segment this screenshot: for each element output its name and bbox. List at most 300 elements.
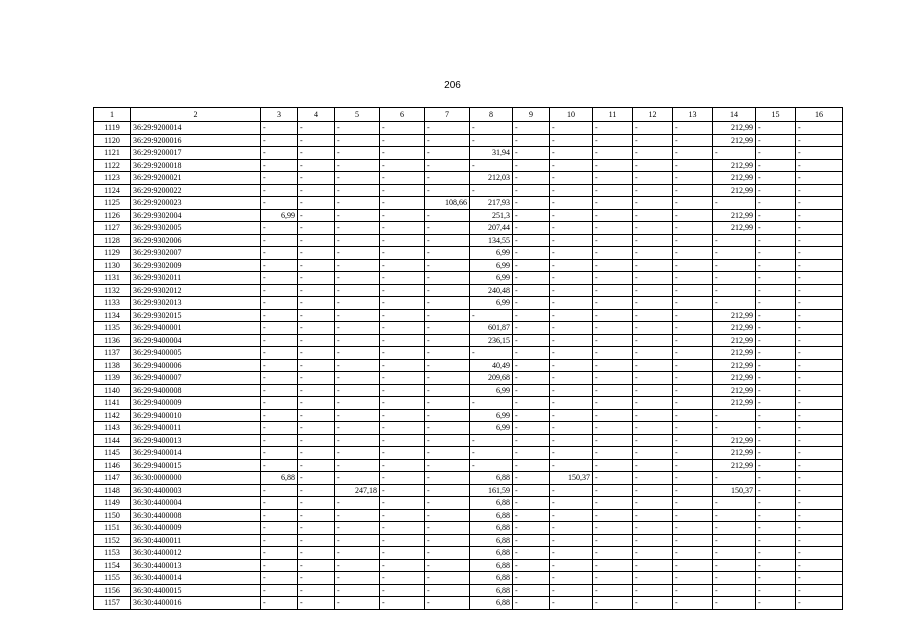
table-cell: - [513, 497, 550, 510]
table-cell: - [633, 297, 673, 310]
table-cell: - [633, 209, 673, 222]
table-cell: - [380, 559, 425, 572]
table-cell: - [298, 184, 335, 197]
table-cell: 36:30:4400004 [131, 497, 261, 510]
table-cell: - [550, 247, 593, 260]
table-row [94, 234, 843, 247]
table-cell: - [756, 584, 796, 597]
header-row [94, 108, 843, 122]
table-cell: - [593, 572, 633, 585]
table-cell: - [633, 397, 673, 410]
table-cell: - [380, 297, 425, 310]
table-cell: - [261, 334, 298, 347]
table-cell: 36:29:9302005 [131, 222, 261, 235]
table-cell: - [335, 234, 380, 247]
table-cell: 1133 [94, 297, 131, 310]
table-cell: - [593, 584, 633, 597]
table-cell: - [796, 134, 843, 147]
table-cell: - [756, 159, 796, 172]
table-cell: - [593, 309, 633, 322]
table-cell: - [550, 484, 593, 497]
table-cell: - [550, 172, 593, 185]
table-cell: - [673, 397, 713, 410]
table-row [94, 334, 843, 347]
table-cell: 6,88 [470, 572, 513, 585]
table-cell: - [335, 459, 380, 472]
table-cell: - [593, 209, 633, 222]
table-cell: - [298, 247, 335, 260]
table-row [94, 522, 843, 535]
table-cell: - [673, 359, 713, 372]
table-cell: - [593, 534, 633, 547]
table-cell: - [298, 572, 335, 585]
table-cell: - [470, 347, 513, 360]
column-header: 8 [470, 108, 513, 122]
table-cell: - [380, 247, 425, 260]
table-cell: - [335, 572, 380, 585]
table-cell: 1148 [94, 484, 131, 497]
table-cell: 36:29:9200016 [131, 134, 261, 147]
table-cell: 1130 [94, 259, 131, 272]
table-row [94, 384, 843, 397]
table-cell: 212,99 [713, 159, 756, 172]
table-cell: - [796, 259, 843, 272]
table-cell: - [513, 334, 550, 347]
table-cell: - [756, 409, 796, 422]
table-cell: 1125 [94, 197, 131, 210]
column-header: 13 [673, 108, 713, 122]
table-cell: - [298, 547, 335, 560]
table-cell: - [298, 334, 335, 347]
table-cell: - [335, 422, 380, 435]
table-row [94, 159, 843, 172]
table-cell: - [335, 522, 380, 535]
table-cell: - [335, 197, 380, 210]
table-cell: - [713, 259, 756, 272]
table-cell: - [593, 597, 633, 610]
table-cell: - [380, 184, 425, 197]
table-cell: - [380, 547, 425, 560]
table-cell: - [550, 384, 593, 397]
table-cell: - [673, 147, 713, 160]
table-cell: 1156 [94, 584, 131, 597]
table-cell: - [593, 297, 633, 310]
table-cell: - [261, 459, 298, 472]
column-header: 7 [425, 108, 470, 122]
table-cell: - [470, 159, 513, 172]
table-cell: - [756, 472, 796, 485]
table-cell: - [756, 359, 796, 372]
table-cell: - [335, 384, 380, 397]
table-cell: 36:29:9400006 [131, 359, 261, 372]
table-cell: - [550, 559, 593, 572]
table-cell: 36:29:9400009 [131, 397, 261, 410]
table-cell: - [796, 597, 843, 610]
table-cell: 1122 [94, 159, 131, 172]
table-cell: 212,99 [713, 359, 756, 372]
table-cell: - [425, 159, 470, 172]
table-cell: - [796, 172, 843, 185]
table-cell: - [633, 497, 673, 510]
table-cell: - [633, 172, 673, 185]
table-cell: 1150 [94, 509, 131, 522]
table-cell: - [335, 509, 380, 522]
data-table [93, 107, 843, 610]
table-cell: 6,99 [470, 297, 513, 310]
table-cell: - [380, 122, 425, 135]
table-cell: - [796, 422, 843, 435]
table-cell: - [298, 209, 335, 222]
table-cell: - [796, 222, 843, 235]
table-cell: 212,99 [713, 122, 756, 135]
table-cell: - [756, 334, 796, 347]
table-cell: 1134 [94, 309, 131, 322]
table-cell: - [713, 534, 756, 547]
table-cell: - [470, 434, 513, 447]
table-cell: - [513, 597, 550, 610]
table-cell: - [425, 209, 470, 222]
table-cell: - [425, 334, 470, 347]
table-cell: - [796, 159, 843, 172]
table-row [94, 372, 843, 385]
table-cell: - [593, 522, 633, 535]
table-cell: - [593, 159, 633, 172]
table-cell: 1136 [94, 334, 131, 347]
table-cell: 1119 [94, 122, 131, 135]
table-cell: - [633, 322, 673, 335]
table-cell: - [756, 522, 796, 535]
table-cell: - [513, 122, 550, 135]
table-cell: 212,99 [713, 459, 756, 472]
table-cell: - [633, 522, 673, 535]
table-cell: - [633, 259, 673, 272]
table-cell: 1140 [94, 384, 131, 397]
table-cell: - [796, 547, 843, 560]
table-cell: - [756, 422, 796, 435]
table-cell: - [335, 434, 380, 447]
table-cell: - [380, 222, 425, 235]
table-row [94, 134, 843, 147]
table-row [94, 459, 843, 472]
table-cell: - [425, 597, 470, 610]
table-cell: - [713, 197, 756, 210]
table-cell: - [593, 122, 633, 135]
table-cell: - [633, 147, 673, 160]
table-cell: - [261, 297, 298, 310]
table-cell: 1132 [94, 284, 131, 297]
table-cell: - [673, 209, 713, 222]
table-cell: - [261, 234, 298, 247]
table-cell: - [593, 222, 633, 235]
table-cell: 1128 [94, 234, 131, 247]
table-cell: 212,99 [713, 434, 756, 447]
table-cell: - [298, 397, 335, 410]
table-cell: 217,93 [470, 197, 513, 210]
table-cell: 212,99 [713, 309, 756, 322]
table-cell: 1139 [94, 372, 131, 385]
table-cell: - [593, 372, 633, 385]
table-cell: - [425, 297, 470, 310]
table-cell: 1141 [94, 397, 131, 410]
table-cell: - [261, 397, 298, 410]
table-cell: - [513, 222, 550, 235]
table-cell: - [470, 134, 513, 147]
table-cell: - [673, 372, 713, 385]
table-cell: - [796, 584, 843, 597]
table-cell: - [796, 434, 843, 447]
table-cell: - [593, 384, 633, 397]
table-cell: - [673, 297, 713, 310]
table-cell: - [593, 459, 633, 472]
column-header: 10 [550, 108, 593, 122]
table-cell: - [335, 222, 380, 235]
table-cell: - [261, 534, 298, 547]
table-cell: - [796, 322, 843, 335]
table-cell: - [673, 597, 713, 610]
table-row [94, 484, 843, 497]
table-cell: 36:29:9200023 [131, 197, 261, 210]
table-cell: 6,99 [470, 259, 513, 272]
table-cell: - [261, 372, 298, 385]
table-cell: - [261, 434, 298, 447]
table-cell: - [796, 447, 843, 460]
table-cell: - [513, 134, 550, 147]
table-cell: - [756, 197, 796, 210]
table-cell: - [796, 284, 843, 297]
table-row [94, 422, 843, 435]
table-cell: - [513, 297, 550, 310]
table-cell: 36:30:4400012 [131, 547, 261, 560]
table-cell: - [513, 147, 550, 160]
table-cell: - [550, 459, 593, 472]
table-cell: - [593, 547, 633, 560]
table-cell: - [513, 284, 550, 297]
table-cell: 6,99 [470, 422, 513, 435]
table-cell: - [425, 309, 470, 322]
table-cell: - [335, 322, 380, 335]
table-cell: 36:29:9302013 [131, 297, 261, 310]
table-cell: 1151 [94, 522, 131, 535]
table-cell: - [633, 409, 673, 422]
table-cell: - [261, 597, 298, 610]
table-cell: 150,37 [713, 484, 756, 497]
table-cell: 207,44 [470, 222, 513, 235]
table-cell: - [673, 484, 713, 497]
table-cell: 1121 [94, 147, 131, 160]
table-cell: - [261, 484, 298, 497]
table-cell: - [796, 372, 843, 385]
table-cell: - [633, 372, 673, 385]
table-cell: - [380, 459, 425, 472]
table-cell: - [550, 234, 593, 247]
table-cell: - [261, 184, 298, 197]
table-cell: - [633, 547, 673, 560]
table-row [94, 209, 843, 222]
table-row [94, 447, 843, 460]
table-cell: - [593, 447, 633, 460]
table-cell: - [298, 422, 335, 435]
table-cell: - [673, 347, 713, 360]
table-cell: - [380, 347, 425, 360]
table-cell: - [513, 309, 550, 322]
table-cell: 1149 [94, 497, 131, 510]
table-cell: 6,99 [470, 384, 513, 397]
table-cell: 212,99 [713, 172, 756, 185]
table-cell: - [633, 284, 673, 297]
table-cell: 36:29:9200021 [131, 172, 261, 185]
table-cell: - [425, 422, 470, 435]
table-cell: 1155 [94, 572, 131, 585]
table-cell: - [593, 147, 633, 160]
table-cell: 36:29:9400008 [131, 384, 261, 397]
table-cell: - [335, 372, 380, 385]
table-cell: - [513, 484, 550, 497]
table-cell: - [756, 222, 796, 235]
table-cell: - [713, 497, 756, 510]
table-row [94, 259, 843, 272]
column-header: 4 [298, 108, 335, 122]
table-cell: - [550, 134, 593, 147]
table-cell: - [298, 297, 335, 310]
table-cell: - [425, 372, 470, 385]
table-cell: - [673, 422, 713, 435]
table-cell: - [756, 347, 796, 360]
table-row [94, 434, 843, 447]
table-cell: - [425, 359, 470, 372]
table-cell: - [633, 534, 673, 547]
table-cell: 1147 [94, 472, 131, 485]
table-cell: - [425, 397, 470, 410]
table-cell: - [593, 134, 633, 147]
table-cell: - [633, 597, 673, 610]
table-cell: - [756, 272, 796, 285]
table-row [94, 284, 843, 297]
table-cell: - [593, 347, 633, 360]
table-cell: - [380, 447, 425, 460]
table-cell: - [335, 172, 380, 185]
table-cell: - [756, 297, 796, 310]
table-cell: 36:29:9400001 [131, 322, 261, 335]
table-cell: - [513, 372, 550, 385]
table-cell: - [756, 209, 796, 222]
table-cell: 212,99 [713, 222, 756, 235]
table-cell: - [633, 234, 673, 247]
table-cell: 36:29:9200018 [131, 159, 261, 172]
table-cell: - [633, 509, 673, 522]
column-header: 14 [713, 108, 756, 122]
table-cell: - [261, 409, 298, 422]
table-cell: - [550, 572, 593, 585]
table-cell: - [470, 397, 513, 410]
table-cell: - [550, 434, 593, 447]
table-cell: - [335, 347, 380, 360]
table-cell: - [380, 159, 425, 172]
table-cell: - [425, 259, 470, 272]
table-cell: - [550, 359, 593, 372]
table-cell: - [633, 484, 673, 497]
table-cell: - [380, 384, 425, 397]
table-cell: - [425, 472, 470, 485]
table-cell: - [713, 472, 756, 485]
table-cell: - [633, 122, 673, 135]
table-cell: - [796, 572, 843, 585]
table-cell: - [673, 447, 713, 460]
table-cell: - [756, 247, 796, 260]
table-cell: - [593, 272, 633, 285]
table-cell: - [335, 447, 380, 460]
table-cell: - [261, 309, 298, 322]
table-cell: - [796, 147, 843, 160]
table-cell: 36:30:4400011 [131, 534, 261, 547]
table-cell: - [673, 384, 713, 397]
table-cell: - [673, 434, 713, 447]
table-cell: - [298, 284, 335, 297]
table-cell: - [550, 347, 593, 360]
table-cell: 108,66 [425, 197, 470, 210]
table-cell: - [380, 509, 425, 522]
table-cell: - [335, 584, 380, 597]
table-cell: - [593, 259, 633, 272]
table-cell: - [380, 472, 425, 485]
table-cell: 36:29:9302015 [131, 309, 261, 322]
table-cell: 36:30:4400016 [131, 597, 261, 610]
table-cell: 36:29:9400004 [131, 334, 261, 347]
table-cell: - [673, 322, 713, 335]
table-row [94, 297, 843, 310]
table-cell: - [261, 122, 298, 135]
table-cell: - [550, 272, 593, 285]
table-cell: - [593, 472, 633, 485]
table-cell: 247,18 [335, 484, 380, 497]
table-cell: - [673, 197, 713, 210]
table-cell: 212,99 [713, 372, 756, 385]
table-cell: 212,99 [713, 209, 756, 222]
table-cell: - [298, 597, 335, 610]
table-cell: - [513, 447, 550, 460]
table-cell: - [380, 309, 425, 322]
table-cell: - [380, 497, 425, 510]
table-cell: - [796, 497, 843, 510]
table-cell: - [513, 472, 550, 485]
table-cell: - [335, 209, 380, 222]
table-cell: - [298, 122, 335, 135]
table-cell: - [593, 422, 633, 435]
table-cell: 6,88 [470, 509, 513, 522]
table-cell: - [593, 397, 633, 410]
table-cell: - [298, 509, 335, 522]
table-cell: - [756, 397, 796, 410]
table-cell: - [550, 284, 593, 297]
table-cell: - [550, 584, 593, 597]
table-cell: - [550, 397, 593, 410]
table-cell: 6,88 [470, 534, 513, 547]
table-cell: - [425, 522, 470, 535]
table-row [94, 184, 843, 197]
table-cell: - [673, 409, 713, 422]
table-cell: 6,99 [470, 272, 513, 285]
table-cell: - [756, 184, 796, 197]
table-cell: - [756, 559, 796, 572]
table-cell: - [425, 184, 470, 197]
table-cell: - [335, 247, 380, 260]
table-cell: - [550, 534, 593, 547]
table-cell: - [796, 484, 843, 497]
table-cell: - [756, 459, 796, 472]
table-cell: - [633, 422, 673, 435]
table-cell: 1143 [94, 422, 131, 435]
table-cell: - [633, 447, 673, 460]
table-cell: - [713, 284, 756, 297]
